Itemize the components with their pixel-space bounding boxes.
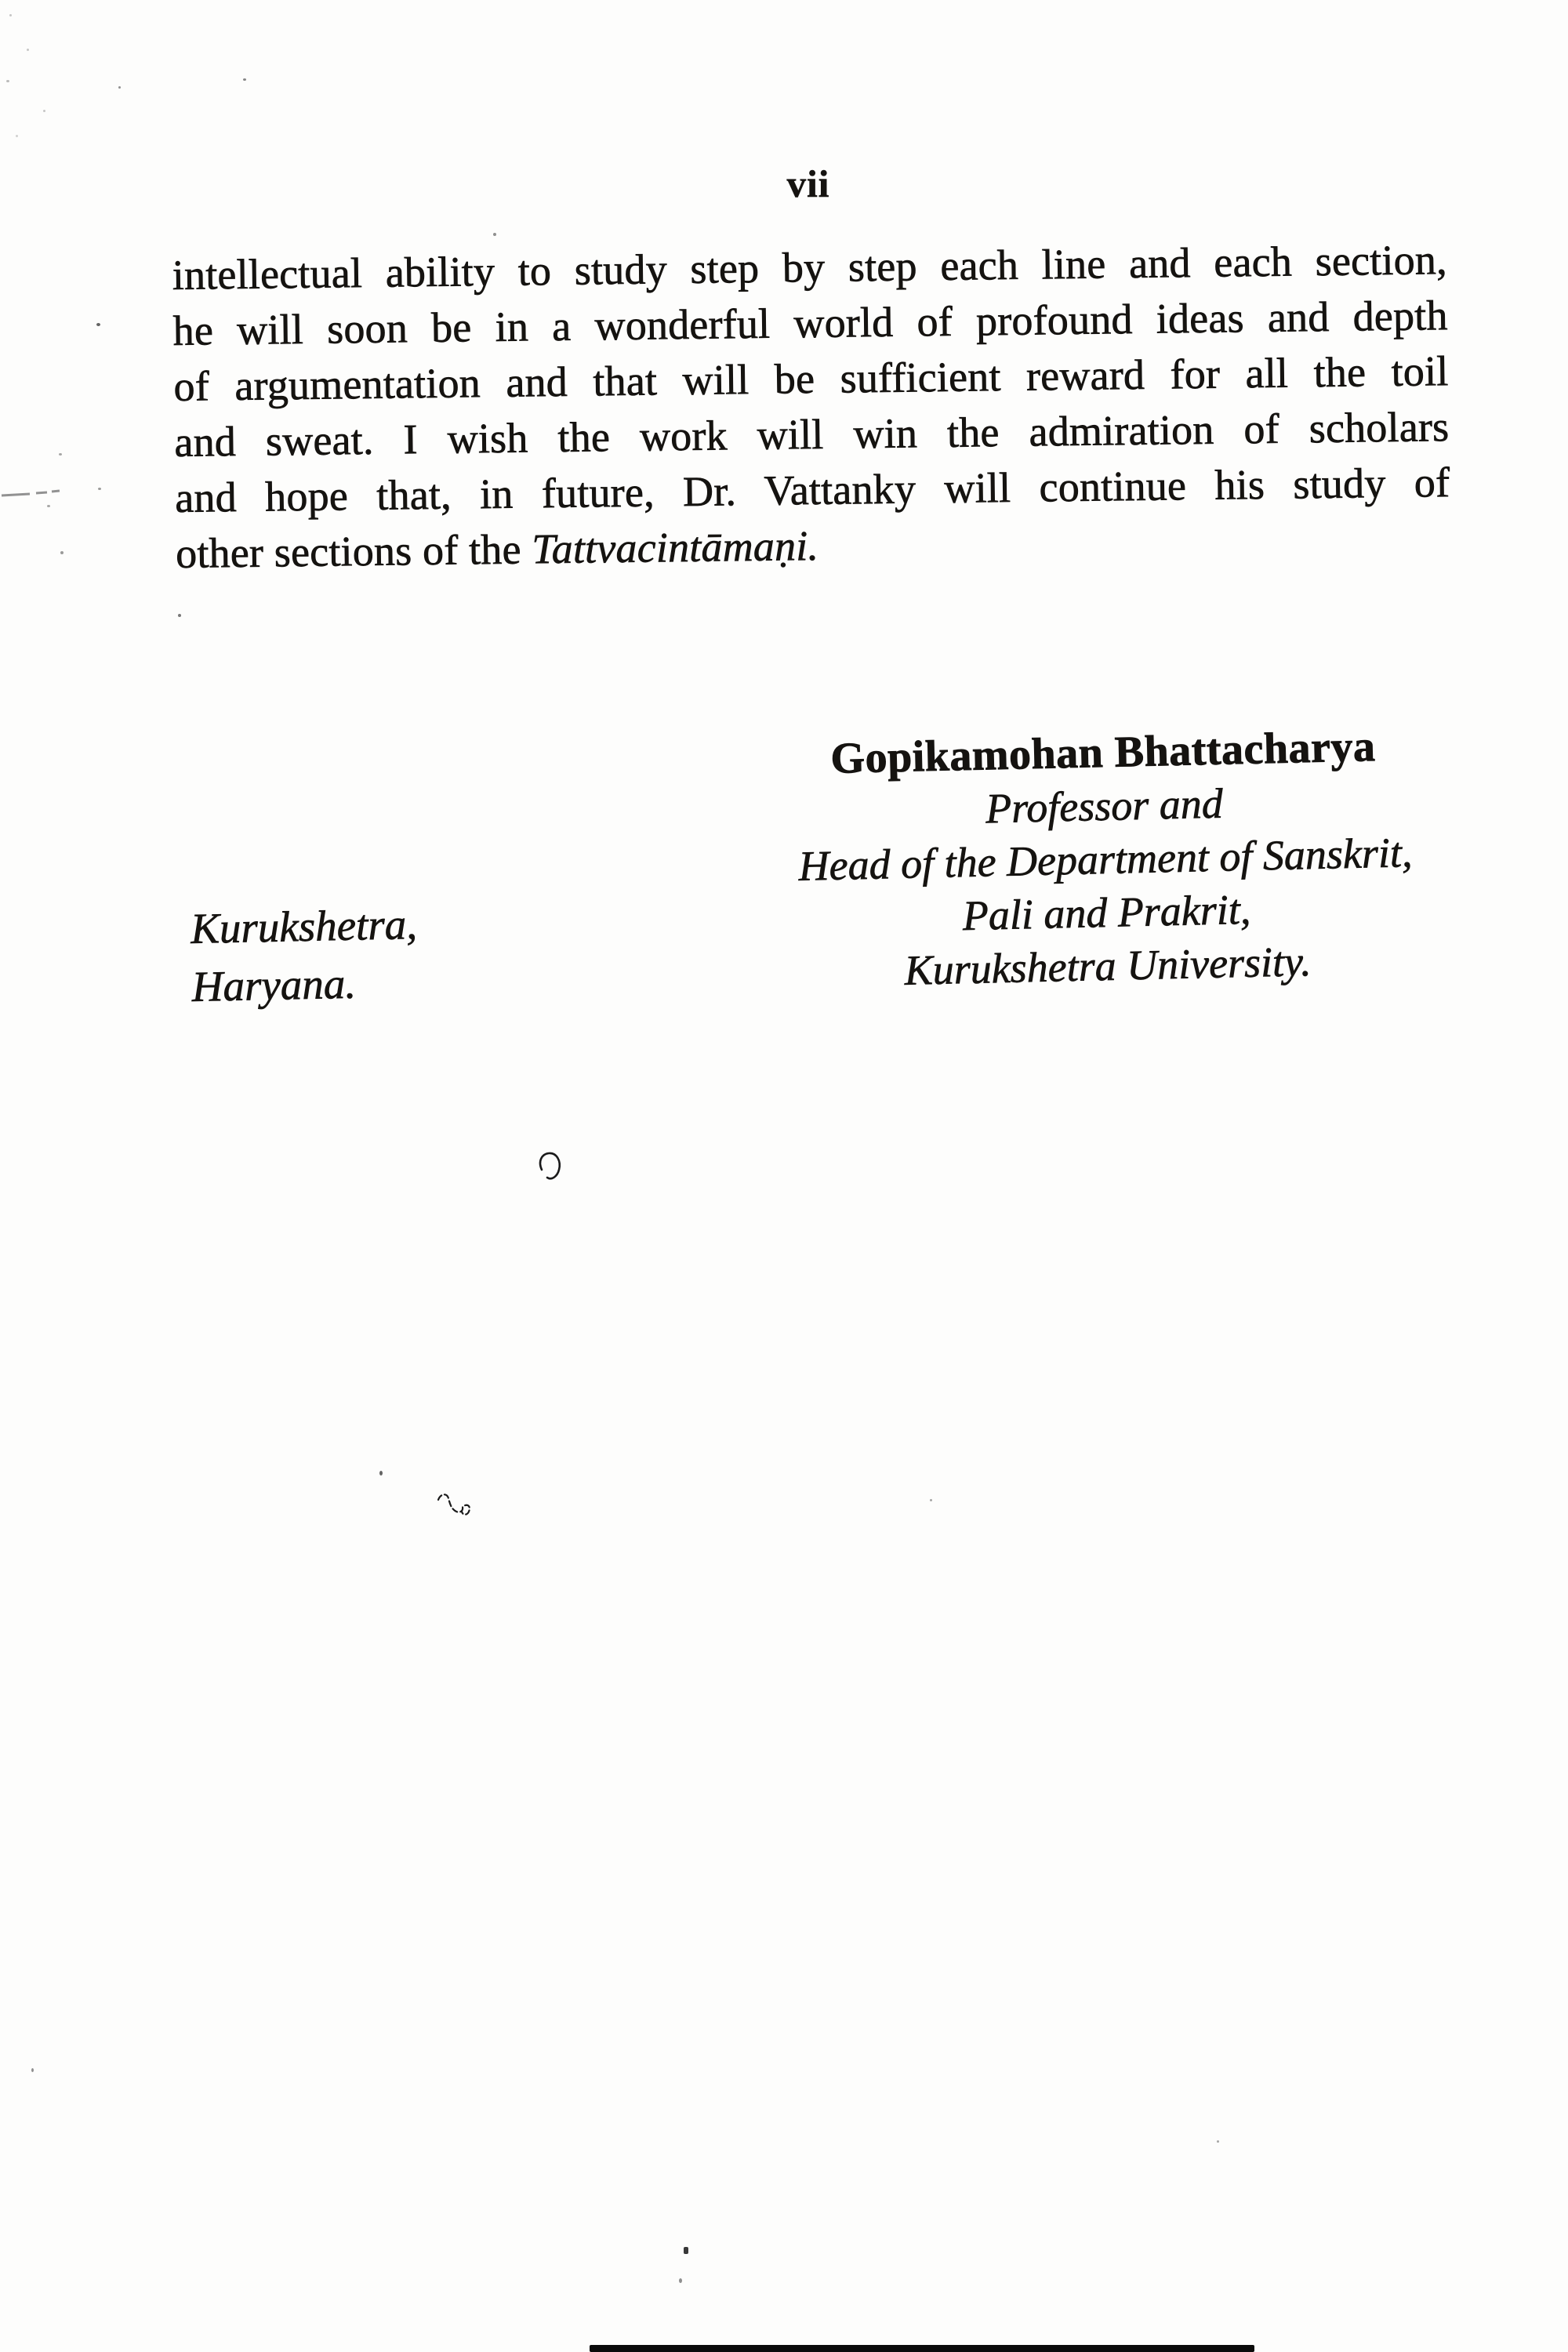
signatory-title-line: Kurukshetra University. <box>903 938 1312 994</box>
paragraph-line: and hope that, in future, Dr. Vattanky will continue his study of <box>174 459 1450 521</box>
paragraph-last-regular: other sections of the <box>175 525 532 577</box>
paragraph-line: and sweat. I wish the work will win the admiration of scholars <box>174 403 1450 466</box>
book-title-italic: Tattvacintāmaṇi. <box>532 521 819 573</box>
signature-block <box>742 718 1468 1001</box>
signatory-name: Gopikamohan Bhattacharya <box>829 722 1377 783</box>
place-block <box>190 890 662 1016</box>
page-number: vii <box>786 162 830 205</box>
paragraph-line: of argumentation and that will be sufficient reward for all the toil <box>173 347 1449 411</box>
scan-dash-mark <box>2 491 60 495</box>
signatory-title-line: Professor and <box>985 779 1224 833</box>
place-line: Haryana. <box>191 959 357 1011</box>
scan-squiggle-wave-mark <box>438 1494 470 1514</box>
signatory-title-line: Pali and Prakrit, <box>962 885 1251 940</box>
foreword-paragraph <box>172 232 1450 582</box>
scan-edge-bar <box>590 2345 1254 2352</box>
paragraph-line: he will soon be in a wonderful world of profound ideas and depth <box>172 292 1448 355</box>
paragraph-line: intellectual ability to study step by step each line and each section, <box>172 236 1448 299</box>
place-line: Kurukshetra, <box>190 899 418 953</box>
signatory-title-line: Head of the Department of Sanskrit, <box>797 829 1414 890</box>
